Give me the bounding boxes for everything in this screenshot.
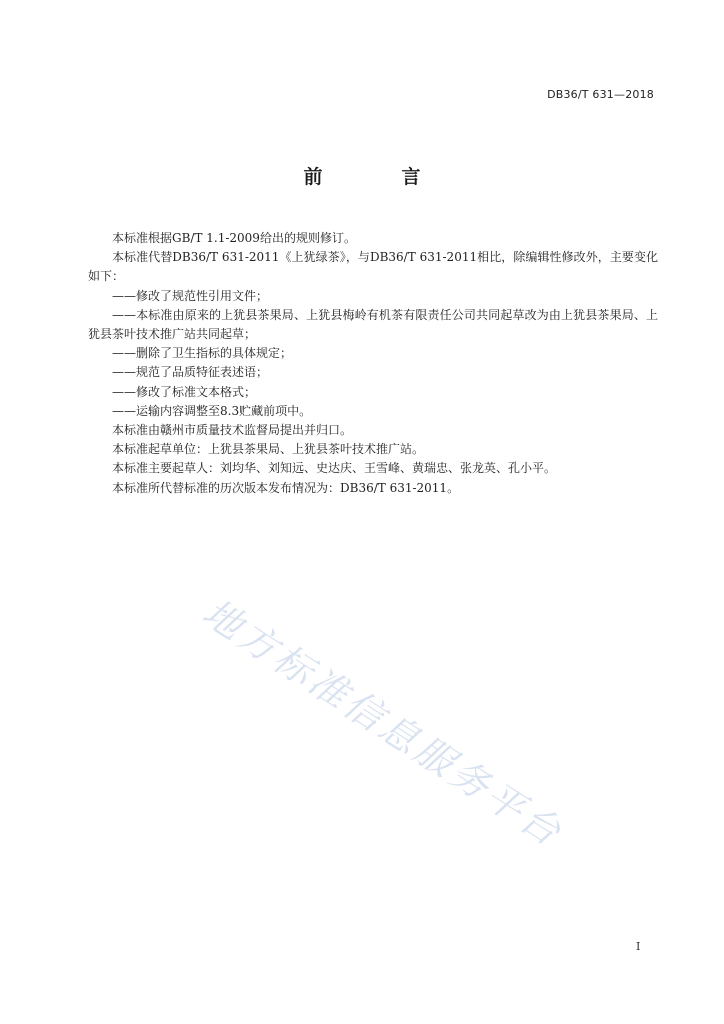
list-item: ——本标准由原来的上犹县茶果局、上犹县梅岭有机茶有限责任公司共同起草改为由上犹县茶果局、上犹县茶叶技术推广站共同起草； xyxy=(88,307,658,342)
list-item: ——删除了卫生指标的具体规定； xyxy=(112,346,293,361)
list-item: ——运输内容调整至8.3贮藏前项中。 xyxy=(112,403,312,418)
paragraph: 本标准主要起草人：刘均华、刘知远、史达庆、王雪峰、黄瑞忠、张龙英、孔小平。 xyxy=(112,461,557,476)
watermark: 地方标准信息服务平台 xyxy=(194,590,572,856)
paragraph: 本标准起草单位：上犹县茶果局、上犹县茶叶技术推广站。 xyxy=(112,442,425,457)
foreword-body xyxy=(88,229,658,498)
list-item: ——修改了规范性引用文件； xyxy=(112,288,269,303)
list-item: ——规范了品质特征表述语； xyxy=(112,365,269,380)
paragraph: 本标准所代替标准的历次版本发布情况为：DB36/T 631-2011。 xyxy=(112,480,460,495)
list-item: ——修改了标准文本格式； xyxy=(112,384,257,399)
section-title: 前 言 xyxy=(303,166,451,188)
paragraph: 本标准代替DB36/T 631-2011《上犹绿茶》，与DB36/T 631-2011相比，除编辑性修改外，主要变化如下： xyxy=(88,250,658,284)
paragraph: 本标准由赣州市质量技术监督局提出并归口。 xyxy=(112,423,353,438)
page-number: I xyxy=(636,940,641,953)
paragraph: 本标准根据GB/T 1.1-2009给出的规则修订。 xyxy=(112,231,356,245)
document-code: DB36/T 631—2018 xyxy=(547,88,654,101)
